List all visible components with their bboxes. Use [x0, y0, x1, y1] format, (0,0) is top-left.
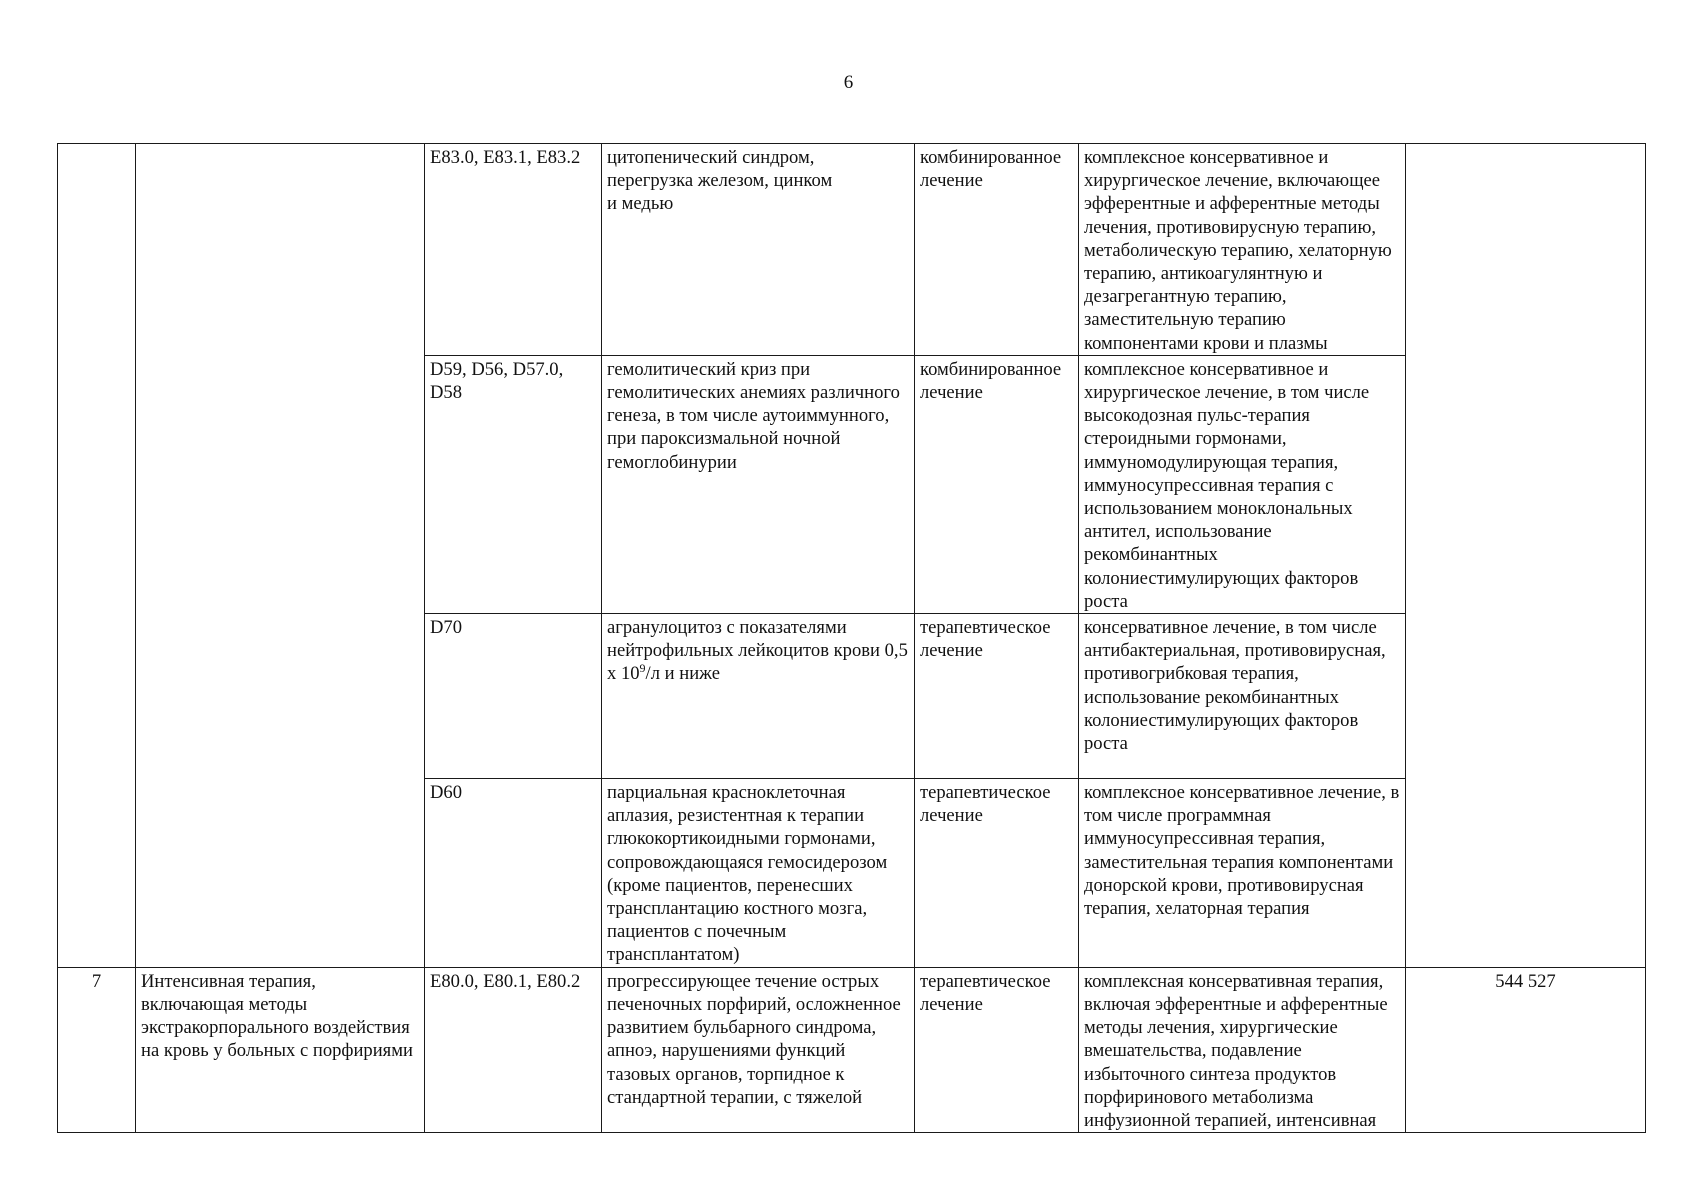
row-number-cell: 7	[58, 967, 136, 1132]
medical-care-table	[57, 143, 1646, 1133]
treatment-method-cell: комплексное консервативное и хирургическое лечение, включающее эфферентные и афферентные методы лечения, противовирусную терапию, метаболическую терапию, хелаторную терапию, антикоагулянтную и дезагрегантную терапию, заместительную терапию компонентами крови и плазмы	[1079, 144, 1406, 356]
model-text: агранулоцитоз с показателями нейтрофильных лейкоцитов крови 0,5 х 10	[607, 617, 908, 685]
care-type-cell	[136, 144, 425, 968]
patient-model-cell: гемолитический криз при гемолитических анемиях различного генеза, в том числе аутоиммунного, при пароксизмальной ночной гемоглобинурии	[602, 355, 915, 613]
patient-model-cell: цитопенический синдром, перегрузка железом, цинком и медью	[602, 144, 915, 356]
treatment-type-cell: комбинированное лечение	[915, 355, 1079, 613]
standard-cost-cell	[1406, 144, 1646, 968]
care-type-cell: Интенсивная терапия, включающая методы экстракорпорального воздействия на кровь у больных с порфириями	[136, 967, 425, 1132]
table-row	[58, 967, 1646, 1132]
icd-codes-cell: D60	[425, 779, 602, 968]
treatment-type-cell: терапевтическое лечение	[915, 614, 1079, 779]
icd-codes-cell: D59, D56, D57.0, D58	[425, 355, 602, 613]
model-text-suffix: /л и ниже	[645, 663, 720, 685]
icd-codes-cell: E83.0, E83.1, E83.2	[425, 144, 602, 356]
patient-model-cell	[602, 614, 915, 779]
treatment-type-cell: терапевтическое лечение	[915, 779, 1079, 968]
patient-model-cell: парциальная красноклеточная аплазия, резистентная к терапии глюкокортикоидными гормонами, сопровождающаяся гемосидерозом (кроме пациентов, перенесших трансплантацию костного мозга, пациентов с почечным трансплантатом)	[602, 779, 915, 968]
row-number-cell	[58, 144, 136, 968]
standard-cost-cell: 544 527	[1406, 967, 1646, 1132]
treatment-type-cell: терапевтическое лечение	[915, 967, 1079, 1132]
page-number: 6	[843, 72, 854, 93]
treatment-method-cell: комплексная консервативная терапия, включая эфферентные и афферентные методы лечения, хирургические вмешательства, подавление избыточного синтеза продуктов порфиринового метаболизма инфузионной терапией, интенсивная	[1079, 967, 1406, 1132]
exponent: 9	[639, 661, 646, 676]
treatment-method-cell: комплексное консервативное лечение, в том числе программная иммуносупрессивная терапия, заместительная терапия компонентами донорской крови, противовирусная терапия, хелаторная терапия	[1079, 779, 1406, 968]
patient-model-cell: прогрессирующее течение острых печеночных порфирий, осложненное развитием бульбарного синдрома, апноэ, нарушениями функций тазовых органов, торпидное к стандартной терапии, с тяжелой	[602, 967, 915, 1132]
treatment-method-cell: комплексное консервативное и хирургическое лечение, в том числе высокодозная пульс-терапия стероидными гормонами, иммуномодулирующая терапия, иммуносупрессивная терапия с использованием моноклональных антител, использование рекомбинантных колониестимулирующих факторов роста	[1079, 355, 1406, 613]
icd-codes-cell: D70	[425, 614, 602, 779]
treatment-type-cell: комбинированное лечение	[915, 144, 1079, 356]
icd-codes-cell: E80.0, E80.1, E80.2	[425, 967, 602, 1132]
table-row	[58, 144, 1646, 356]
treatment-method-cell: консервативное лечение, в том числе антибактериальная, противовирусная, противогрибковая терапия, использование рекомбинантных колониестимулирующих факторов роста	[1079, 614, 1406, 779]
